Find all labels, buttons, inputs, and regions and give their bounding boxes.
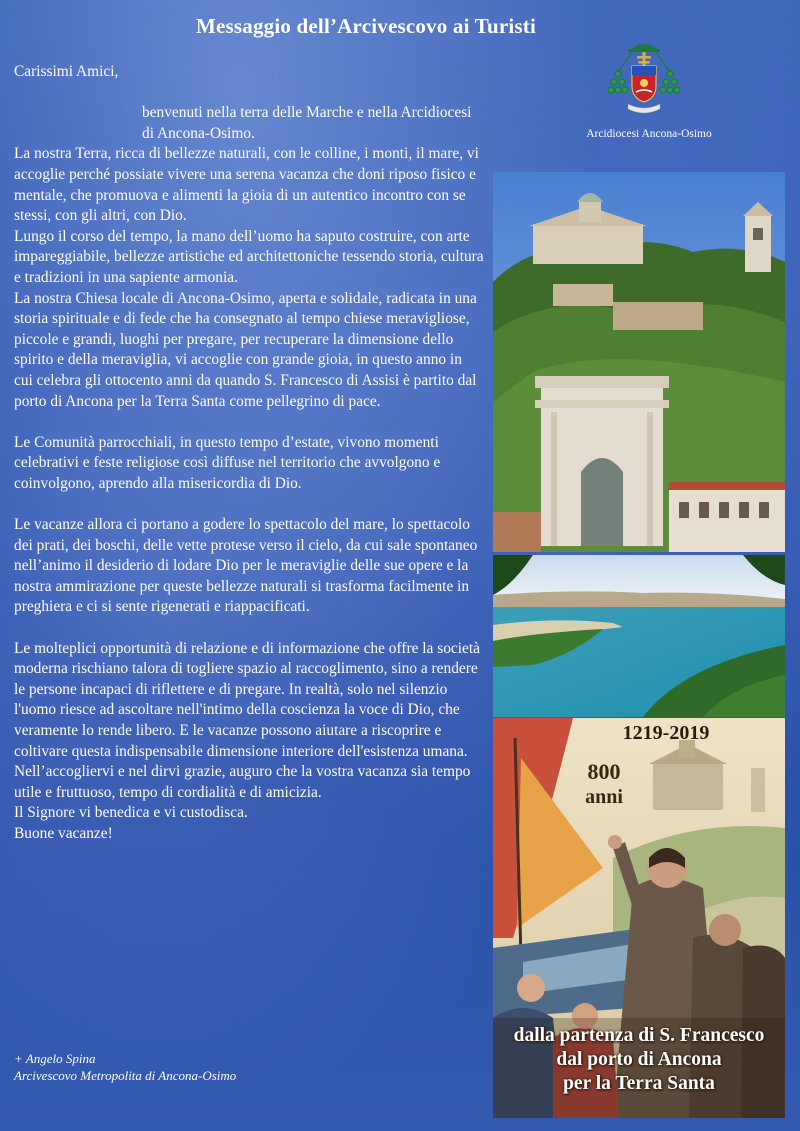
page-title: Messaggio dell’Arcivescovo ai Turisti: [195, 14, 537, 38]
signature-name: + Angelo Spina: [14, 1051, 96, 1066]
conero-coast-photo: [493, 555, 785, 717]
letter-paragraph-3: La nostra Chiesa locale di Ancona-Osimo, aperta e solidale, radicata in una storia spirituale e di fede che ha consegnato al tempo chiese meravigliose, piccole e grandi, luoghi per pregare, per recuperare la dimensione dello spirito e della meraviglia, vi accoglie con grande gioia, in questo anno in cui celebra gli ottocento anni da quando S. Francesco di Assisi è partito dal porto di Ancona per la Terra Santa come pellegrino di pace.: [14, 289, 477, 410]
letter-paragraph-4: Le Comunità parrocchiali, in questo tempo d’estate, vivono momenti celebrativi e feste religiose così diffuse nel territorio che avvolgono e coinvolgono, aprendo alla misericordia di Dio.: [14, 433, 441, 492]
letter-paragraph-7: Nell’accogliervi e nel dirvi grazie, auguro che la vostra vacanza sia tempo utile e fruttuoso, tempo di cordialità e di amicizia.: [14, 763, 471, 801]
letter-paragraph-6: Le molteplici opportunità di relazione e di informazione che offre la società moderna rischiano talora di togliere spazio al raccoglimento, sino a rendere le persone incapaci di riflettere e di pregare. In realtà, solo nel silenzio l'uomo riesce ad ascoltare nell'intimo della coscienza la voce di Dio, che veramente lo rende libero. E le vacanze possono aiutare a riscoprire e coltivare questa indispensabile dimensione interiore dell'esistenza umana.: [14, 639, 480, 760]
anniversary-caption: [493, 1024, 785, 1096]
spacer: [14, 83, 484, 104]
anniversary-caption-line-1: dalla partenza di S. Francesco: [513, 1025, 765, 1046]
letter-body: [14, 62, 484, 845]
letter-paragraph-2: Lungo il corso del tempo, la mano dell’uomo ha saputo costruire, con arte impareggiabile, bellezze artistiche ed architettoniche tessendo storia, cultura e tradizioni in una sapiente armonia.: [14, 227, 484, 286]
saint-francis-anniversary-painting: [493, 718, 785, 1118]
anniversary-caption-line-2: dal porto di Ancona: [556, 1049, 722, 1070]
anniversary-caption-line-3: per la Terra Santa: [563, 1073, 715, 1094]
letter-paragraph-8: Il Signore vi benedica e vi custodisca.: [14, 804, 248, 822]
letter-welcome: benvenuti nella terra delle Marche e nella Arcidiocesi di Ancona-Osimo.: [142, 104, 472, 142]
letter-paragraph-1: La nostra Terra, ricca di bellezze naturali, con le colline, i monti, il mare, vi accoglie perché possiate vivere una serena vacanza che doni riposo fisico e mentale, che promuova e alimenti la gioia di un autentico incontro con se stessi, con gli altri, con Dio.: [14, 145, 479, 225]
signature: [14, 1050, 236, 1084]
spacer: [14, 618, 484, 639]
crest-caption: Arcidiocesi Ancona-Osimo: [586, 128, 712, 140]
ancona-cathedral-arch-photo: [493, 172, 785, 552]
anniversary-unit: anni: [585, 786, 623, 808]
spacer: [14, 412, 484, 433]
signature-role: Arcivescovo Metropolita di Ancona-Osimo: [14, 1068, 237, 1083]
letter-closing: Buone vacanze!: [14, 824, 113, 842]
anniversary-years: 1219-2019: [622, 722, 710, 744]
spacer: [14, 494, 484, 515]
letter-greeting: Carissimi Amici,: [14, 63, 119, 80]
letter-paragraph-5: Le vacanze allora ci portano a godere lo spettacolo del mare, lo spettacolo dei prati, dei boschi, delle vette protese verso il cielo, da cui sale spontaneo nell’animo il desiderio di lodare Dio per le meraviglie delle sue opere e la nostra ammirazione per queste bellezze naturali si trasforma facilmente in preghiera e ci si sente rigenerati e riappacificati.: [14, 516, 478, 616]
anniversary-number: 800: [587, 759, 621, 784]
coat-of-arms-icon: [606, 36, 682, 118]
